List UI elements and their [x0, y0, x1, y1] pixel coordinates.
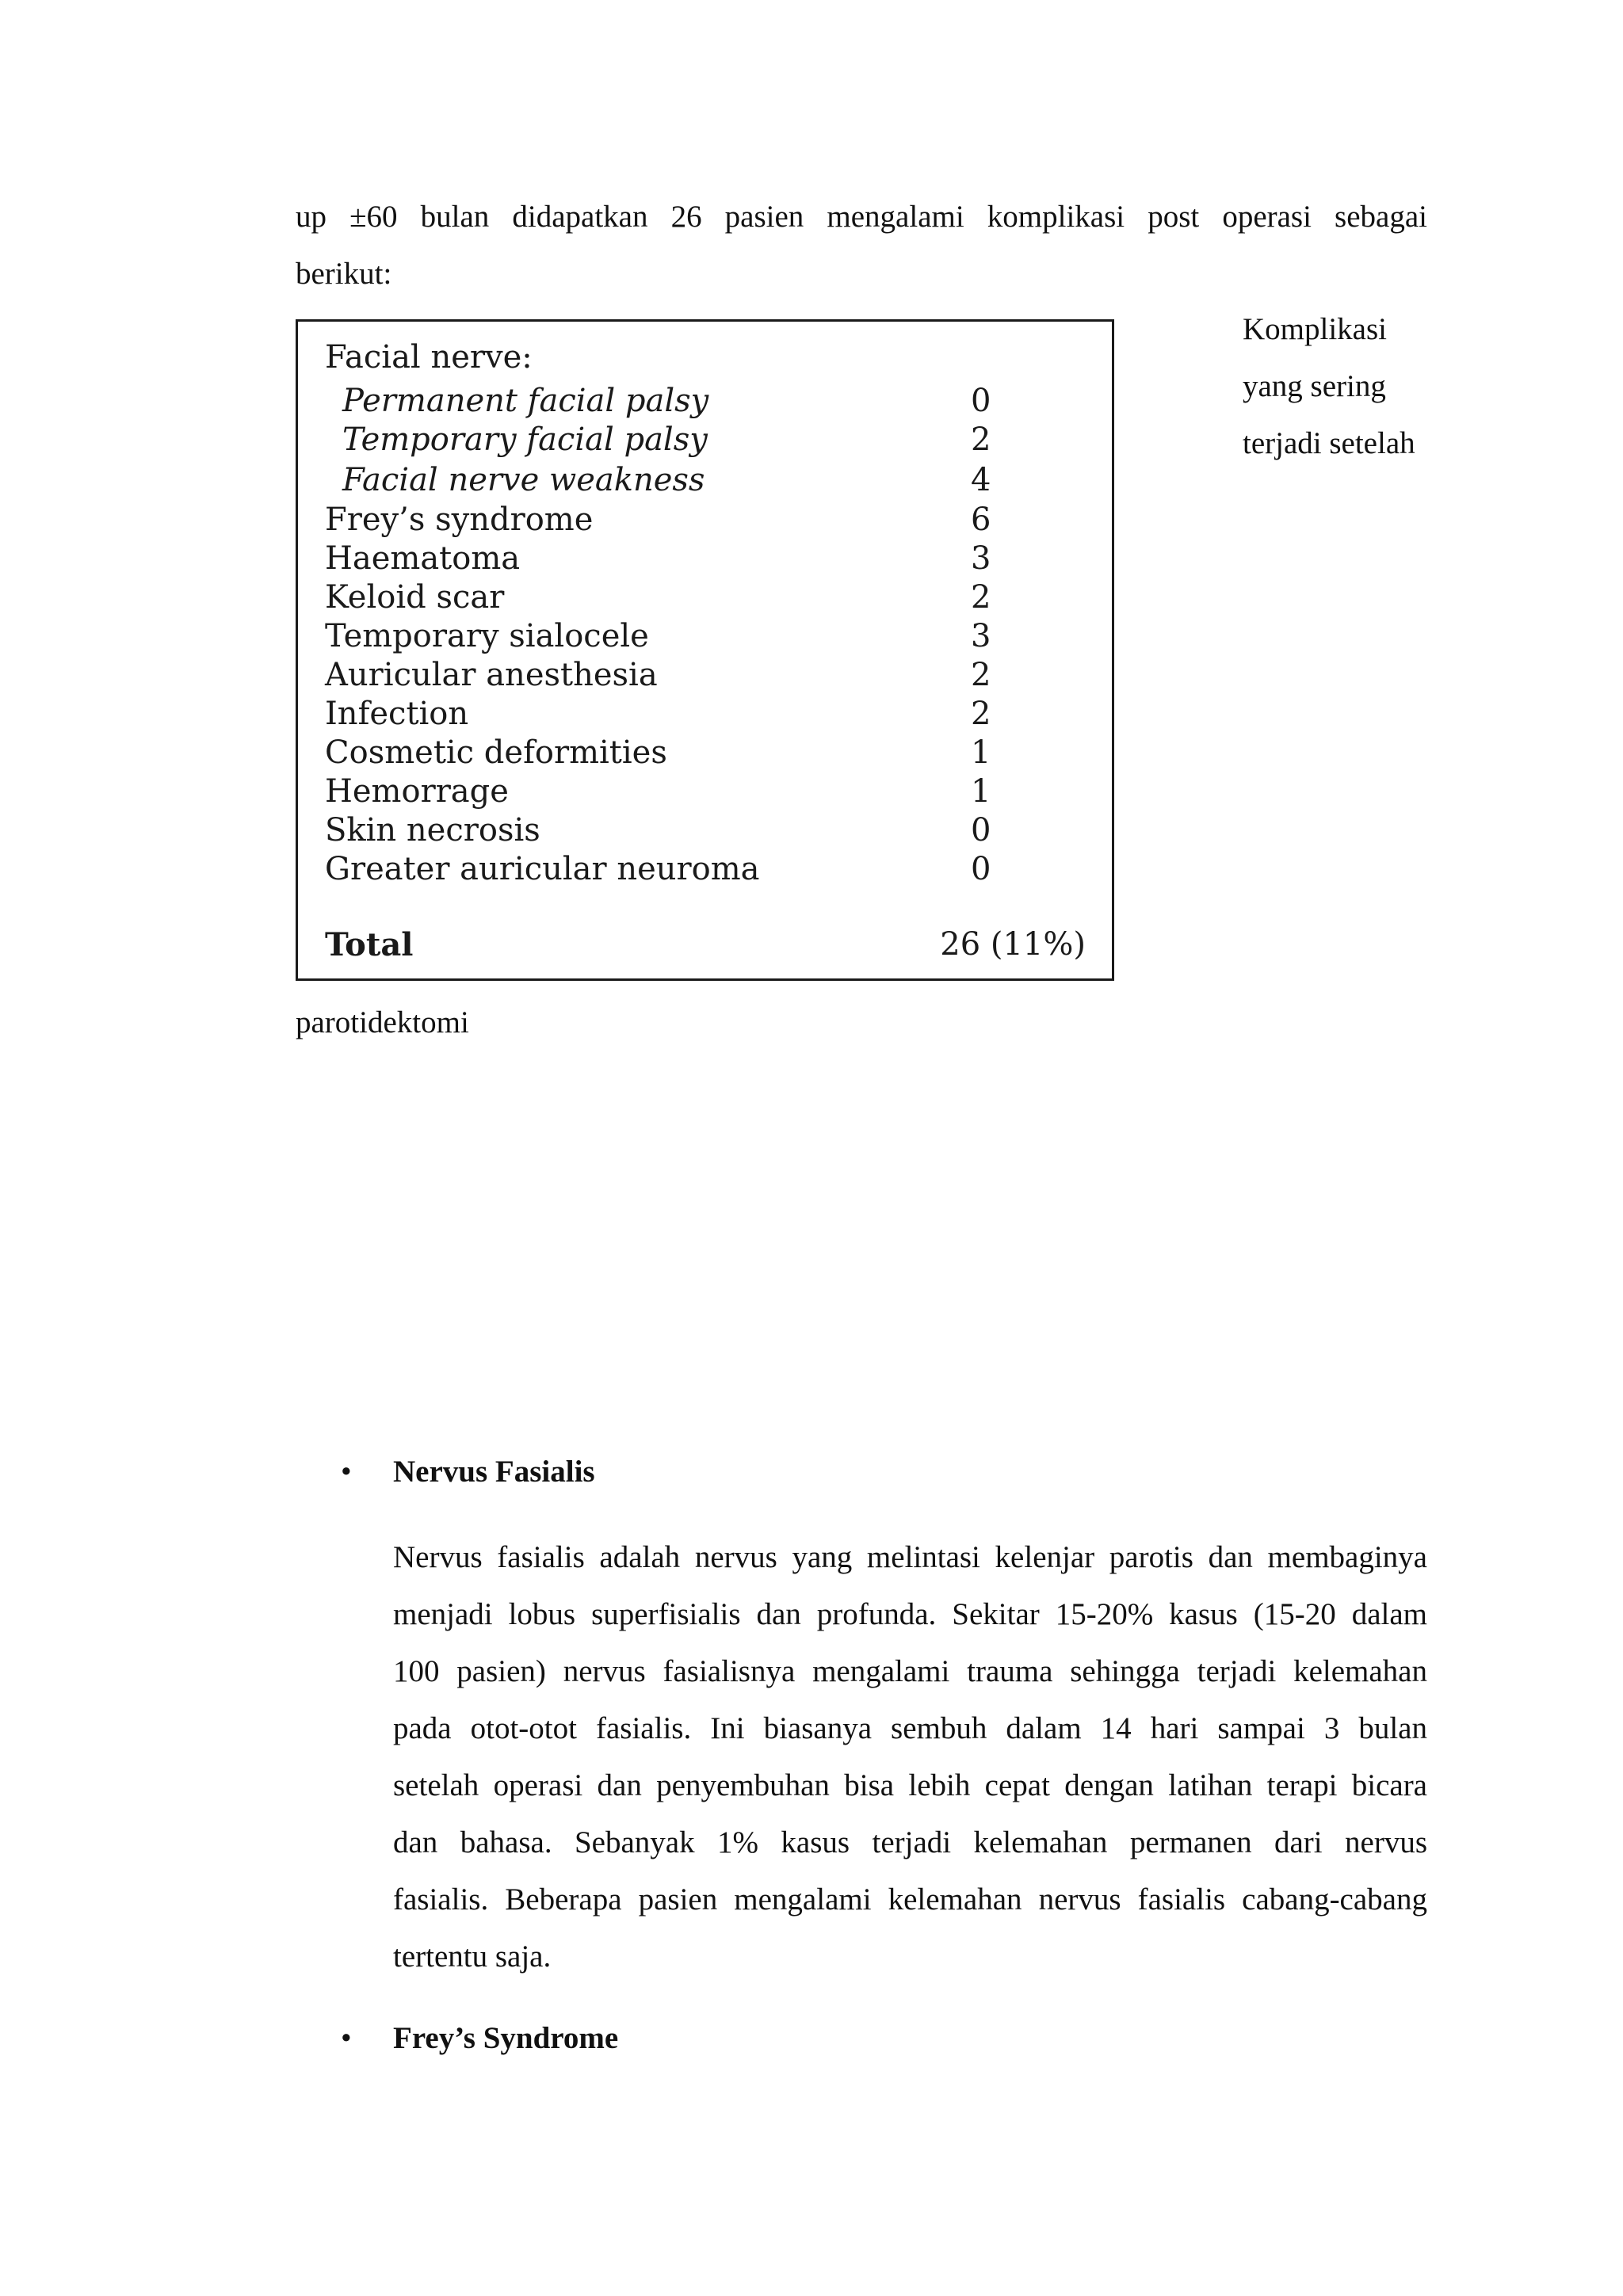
- caption-line: yang sering: [1243, 369, 1386, 403]
- table-row-label: Frey’s syndrome: [325, 502, 594, 538]
- body-line: tertentu saja.: [393, 1939, 552, 1974]
- table-row: [325, 811, 1086, 850]
- table-row: [325, 734, 1086, 772]
- table-row-value: 1: [971, 734, 991, 771]
- table-row-value: 2: [971, 657, 991, 693]
- table-row-label: Temporary sialocele: [325, 618, 649, 654]
- table-row-label: Keloid scar: [325, 579, 505, 616]
- table-row-label: Haematoma: [325, 540, 521, 577]
- caption-line: terjadi setelah: [1243, 426, 1415, 460]
- table-total-row: [325, 925, 1086, 964]
- caption-line: Komplikasi: [1243, 312, 1387, 346]
- table-row-label: Facial nerve weakness: [342, 462, 705, 498]
- table-row-value: 2: [971, 421, 991, 458]
- table-group-header: Facial nerve:: [325, 339, 533, 376]
- table-row-label: Temporary facial palsy: [342, 421, 708, 458]
- section-heading-text: Nervus Fasialis: [393, 1455, 595, 1489]
- intro-paragraph-line: up ±60 bulan didapatkan 26 pasien mengalami komplikasi post operasi sebagai: [296, 200, 1427, 234]
- table-row: [325, 421, 1086, 460]
- bullet-point: •: [341, 1455, 352, 1489]
- table-row-label: Infection: [325, 696, 469, 732]
- caption-line: parotidektomi: [296, 1005, 469, 1039]
- table-row: [325, 850, 1086, 889]
- table-row-label: Permanent facial palsy: [342, 383, 709, 419]
- table-row-label: Hemorrage: [325, 773, 509, 810]
- section-heading-text: Frey’s Syndrome: [393, 2021, 619, 2055]
- body-line: fasialis. Beberapa pasien mengalami kelemahan nervus fasialis cabang-cabang: [393, 1882, 1427, 1917]
- bullet-point: •: [341, 2021, 352, 2055]
- table-row: [325, 695, 1086, 734]
- table-row: [325, 382, 1086, 421]
- table-row-value: 0: [971, 383, 991, 419]
- table-row-label: Greater auricular neuroma: [325, 851, 760, 887]
- body-line: setelah operasi dan penyembuhan bisa lebih cepat dengan latihan terapi bicara: [393, 1768, 1427, 1802]
- table-row: [325, 578, 1086, 617]
- body-line: 100 pasien) nervus fasialisnya mengalami trauma sehingga terjadi kelemahan: [393, 1654, 1427, 1688]
- table-row: [325, 501, 1086, 540]
- table-row-value: 0: [971, 851, 991, 887]
- table-row: [325, 772, 1086, 811]
- body-line: pada otot-otot fasialis. Ini biasanya sembuh dalam 14 hari sampai 3 bulan: [393, 1711, 1427, 1745]
- table-row-value: 3: [971, 540, 991, 577]
- table-row: [325, 656, 1086, 695]
- table-row: [325, 617, 1086, 656]
- table-caption: [1243, 301, 1433, 472]
- complications-table: [296, 319, 1114, 981]
- table-row-label: Auricular anesthesia: [325, 657, 658, 693]
- table-row-label: Skin necrosis: [325, 812, 540, 849]
- table-total-label: Total: [325, 926, 414, 963]
- body-line: dan bahasa. Sebanyak 1% kasus terjadi kelemahan permanen dari nervus: [393, 1825, 1427, 1859]
- body-line: Nervus fasialis adalah nervus yang melintasi kelenjar parotis dan membaginya: [393, 1540, 1427, 1574]
- table-row-value: 0: [971, 812, 991, 849]
- table-row-value: 1: [971, 773, 991, 810]
- table-row-value: 4: [971, 462, 991, 498]
- table-row-label: Cosmetic deformities: [325, 734, 667, 771]
- intro-paragraph-line: berikut:: [296, 257, 392, 291]
- table-row-value: 2: [971, 579, 991, 616]
- table-total-value: 26 (11%): [940, 926, 1086, 963]
- body-line: menjadi lobus superfisialis dan profunda. Sekitar 15-20% kasus (15-20 dalam: [393, 1597, 1427, 1631]
- table-row: [325, 540, 1086, 578]
- table-row-value: 6: [971, 502, 991, 538]
- table-row: [325, 461, 1086, 500]
- table-row-value: 3: [971, 618, 991, 654]
- table-row-value: 2: [971, 696, 991, 732]
